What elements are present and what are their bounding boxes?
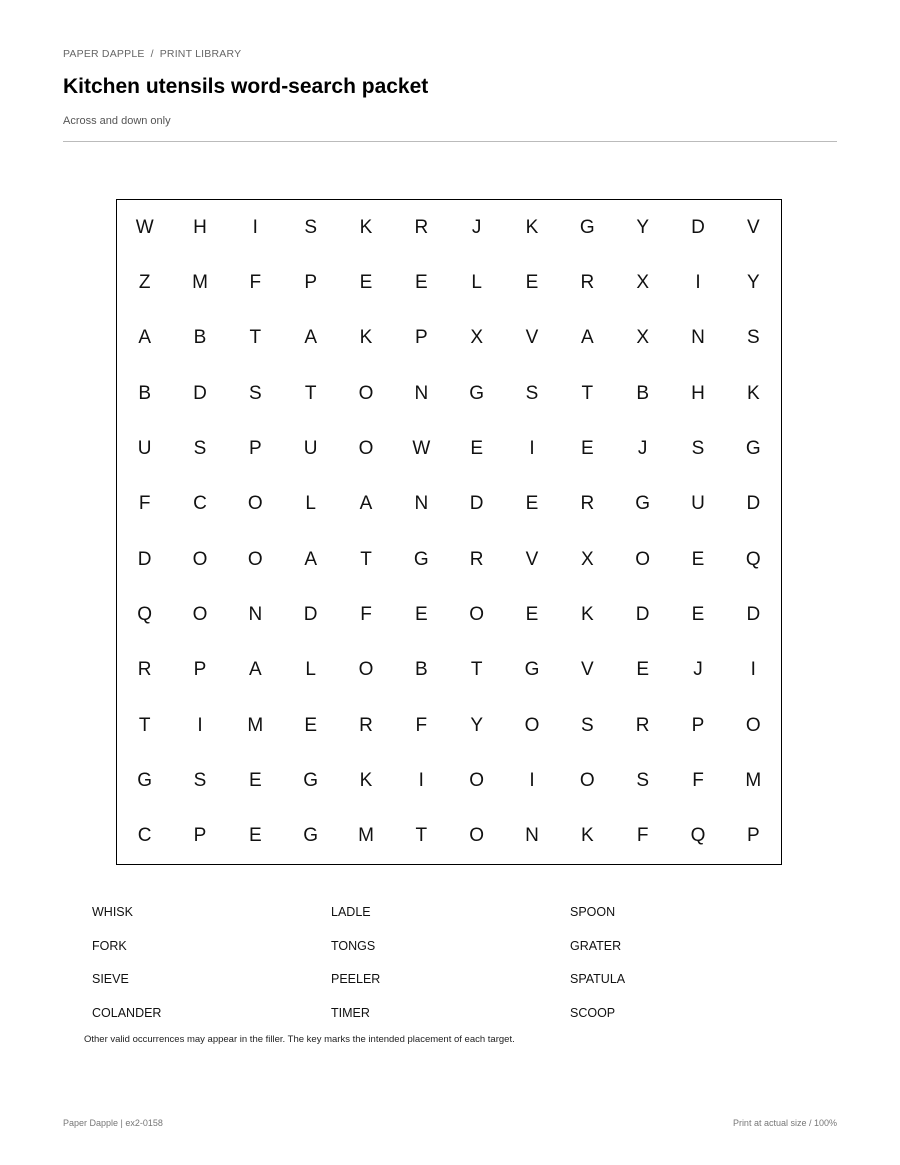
grid-cell: S xyxy=(193,437,207,459)
grid-cell: I xyxy=(529,437,535,459)
grid-cell: Y xyxy=(746,271,760,293)
grid-cell: G xyxy=(303,769,319,791)
grid-cell: M xyxy=(192,271,208,293)
grid-cell: E xyxy=(248,825,262,847)
puzzle-note: Other valid occurrences may appear in the filler. The key marks the intended placement of each target. xyxy=(84,1034,515,1045)
grid-cell: T xyxy=(415,825,428,847)
breadcrumb-item-brand[interactable]: PAPER DAPPLE xyxy=(63,48,145,60)
grid-cell: O xyxy=(358,437,374,459)
grid-cell: S xyxy=(304,216,317,238)
grid-cell: S xyxy=(525,382,539,404)
grid-cell: N xyxy=(248,603,263,625)
breadcrumb-item-library[interactable]: PRINT LIBRARY xyxy=(159,48,242,60)
word-list-item: SCOOP xyxy=(570,1005,616,1020)
grid-cell: P xyxy=(193,825,207,847)
word-list-item: WHISK xyxy=(92,905,133,919)
grid-cell: U xyxy=(137,437,152,459)
grid-cell: R xyxy=(414,216,429,238)
grid-cell: D xyxy=(137,548,152,570)
grid-cell: D xyxy=(746,603,761,625)
grid-cell: O xyxy=(745,714,761,736)
grid-cell: A xyxy=(304,327,317,349)
grid-cell: E xyxy=(248,769,262,791)
grid-cell: O xyxy=(579,769,595,791)
grid-cell: P xyxy=(691,714,705,736)
grid-cell: R xyxy=(635,714,650,736)
grid-cell: T xyxy=(249,327,262,349)
grid-cell: G xyxy=(635,493,651,515)
footer-print-hint: Print at actual size / 100% xyxy=(732,1118,837,1128)
grid-cell: O xyxy=(524,714,540,736)
grid-cell: B xyxy=(193,327,207,349)
grid-cell: M xyxy=(247,714,264,736)
grid-cell: W xyxy=(135,216,154,238)
grid-cell: I xyxy=(695,271,701,293)
page-subtitle: Across and down only xyxy=(63,115,171,127)
grid-cell: F xyxy=(415,714,428,736)
grid-cell: E xyxy=(525,493,539,515)
grid-cell: A xyxy=(138,327,151,349)
grid-cell: F xyxy=(249,271,262,293)
grid-cell: H xyxy=(691,382,705,404)
grid-cell: B xyxy=(636,382,649,404)
grid-cell: G xyxy=(579,216,595,238)
grid-cell: O xyxy=(192,548,208,570)
grid-cell: Q xyxy=(137,603,153,625)
grid-cell: R xyxy=(137,659,152,681)
grid-cell: P xyxy=(746,825,760,847)
grid-cell: J xyxy=(693,659,703,681)
letter-grid xyxy=(116,199,782,865)
grid-cell: K xyxy=(746,382,760,404)
word-list-item: SPATULA xyxy=(570,972,626,986)
grid-cell: N xyxy=(525,825,539,847)
grid-cell: I xyxy=(418,769,424,791)
grid-cell: W xyxy=(412,437,431,459)
grid-cell: S xyxy=(193,769,207,791)
grid-cell: P xyxy=(414,327,428,349)
grid-cell: R xyxy=(580,493,595,515)
grid-cell: P xyxy=(248,437,262,459)
grid-cell: O xyxy=(358,382,374,404)
grid-cell: E xyxy=(525,271,539,293)
grid-cell: X xyxy=(636,327,649,349)
grid-cell: V xyxy=(525,548,539,570)
grid-cell: I xyxy=(529,769,535,791)
grid-cell: G xyxy=(745,437,761,459)
grid-cell: K xyxy=(525,216,539,238)
grid-cell: R xyxy=(359,714,373,736)
grid-cell: G xyxy=(469,382,485,404)
grid-cell: L xyxy=(305,493,316,515)
grid-cell: P xyxy=(304,271,317,293)
grid-cell: Z xyxy=(138,271,151,293)
grid-cell: I xyxy=(252,216,258,238)
page-title: Kitchen utensils word-search packet xyxy=(63,75,429,98)
grid-cell: V xyxy=(746,216,760,238)
grid-cell: K xyxy=(580,825,594,847)
grid-cell: F xyxy=(360,603,372,625)
grid-cell: D xyxy=(746,493,761,515)
grid-cell: O xyxy=(469,603,485,625)
word-list-item: FORK xyxy=(92,938,127,953)
grid-cell: O xyxy=(247,548,263,570)
grid-cell: J xyxy=(471,216,482,238)
grid-cell: H xyxy=(193,216,207,238)
grid-cell: A xyxy=(359,493,373,515)
grid-cell: Q xyxy=(690,825,706,847)
grid-cell: N xyxy=(414,382,429,404)
grid-cell: X xyxy=(580,548,594,570)
grid-cell: K xyxy=(580,603,594,625)
grid-cell: F xyxy=(692,769,704,791)
word-list-item: GRATER xyxy=(570,938,622,953)
grid-cell: D xyxy=(303,603,318,625)
grid-cell: O xyxy=(469,825,485,847)
grid-cell: V xyxy=(580,659,594,681)
grid-cell: O xyxy=(247,493,263,515)
grid-cell: N xyxy=(691,327,705,349)
grid-cell: K xyxy=(359,216,373,238)
grid-cell: X xyxy=(470,327,483,349)
grid-cell: K xyxy=(359,327,373,349)
grid-cell: F xyxy=(636,825,649,847)
grid-cell: E xyxy=(414,603,428,625)
grid-cell: G xyxy=(413,548,429,570)
grid-cell: M xyxy=(745,769,762,791)
grid-cell: E xyxy=(580,437,594,459)
grid-cell: A xyxy=(304,548,317,570)
word-list-item: LADLE xyxy=(331,905,371,919)
grid-cell: G xyxy=(303,825,319,847)
grid-cell: T xyxy=(138,714,151,736)
word-list-item: COLANDER xyxy=(92,1005,162,1020)
grid-cell: T xyxy=(360,548,372,570)
grid-cell: I xyxy=(197,714,203,736)
word-list-item: SPOON xyxy=(570,905,616,919)
grid-cell: T xyxy=(304,382,317,404)
footer-source: Paper Dapple | ex2-0158 xyxy=(63,1118,163,1128)
grid-cell: U xyxy=(691,493,705,515)
grid-cell: B xyxy=(414,659,428,681)
word-list xyxy=(92,896,832,1030)
grid-cell: D xyxy=(635,603,650,625)
grid-cell: E xyxy=(691,603,705,625)
grid-cell: E xyxy=(525,603,539,625)
grid-cell: B xyxy=(138,382,151,404)
grid-cell: U xyxy=(303,437,318,459)
grid-cell: E xyxy=(691,548,705,570)
grid-cell: F xyxy=(138,493,151,515)
grid-cell: S xyxy=(580,714,594,736)
grid-cell: N xyxy=(414,493,429,515)
grid-cell: S xyxy=(248,382,262,404)
grid-cell: T xyxy=(581,382,594,404)
grid-cell: A xyxy=(248,659,262,681)
grid-cell: R xyxy=(469,548,484,570)
grid-cell: Y xyxy=(636,216,649,238)
grid-cell: K xyxy=(359,769,373,791)
grid-cell: E xyxy=(414,271,428,293)
grid-cell: O xyxy=(192,603,208,625)
grid-cell: L xyxy=(305,659,316,681)
grid-cell: V xyxy=(525,327,539,349)
grid-cell: S xyxy=(636,769,649,791)
grid-cell: S xyxy=(691,437,705,459)
word-list-item: TIMER xyxy=(331,1005,370,1020)
grid-cell: T xyxy=(470,659,483,681)
grid-cell: D xyxy=(469,493,484,515)
grid-cell: A xyxy=(580,327,594,349)
grid-cell: Y xyxy=(470,714,483,736)
grid-cell: D xyxy=(193,382,207,404)
grid-cell: E xyxy=(359,271,373,293)
grid-cell: L xyxy=(471,271,482,293)
grid-cell: M xyxy=(358,825,374,847)
grid-cell: O xyxy=(469,769,485,791)
grid-cell: P xyxy=(193,659,207,681)
grid-cell: I xyxy=(750,659,756,681)
grid-cell: C xyxy=(193,493,207,515)
word-list-item: TONGS xyxy=(331,938,376,953)
breadcrumb-separator: / xyxy=(150,48,154,60)
grid-cell: O xyxy=(635,548,651,570)
grid-cell: S xyxy=(746,327,760,349)
grid-cell: O xyxy=(358,659,374,681)
grid-cell: X xyxy=(636,271,649,293)
grid-cell: Q xyxy=(745,548,761,570)
grid-cell: G xyxy=(524,659,540,681)
header-divider xyxy=(63,141,837,142)
grid-cell: D xyxy=(691,216,705,238)
grid-cell: E xyxy=(470,437,483,459)
grid-cell: E xyxy=(636,659,649,681)
word-list-item: SIEVE xyxy=(92,972,129,986)
grid-cell: C xyxy=(137,825,152,847)
grid-cell: J xyxy=(637,437,648,459)
word-list-item: PEELER xyxy=(331,972,381,986)
grid-cell: R xyxy=(580,271,595,293)
grid-cell: E xyxy=(304,714,317,736)
breadcrumb xyxy=(63,48,241,60)
grid-cell: G xyxy=(137,769,153,791)
